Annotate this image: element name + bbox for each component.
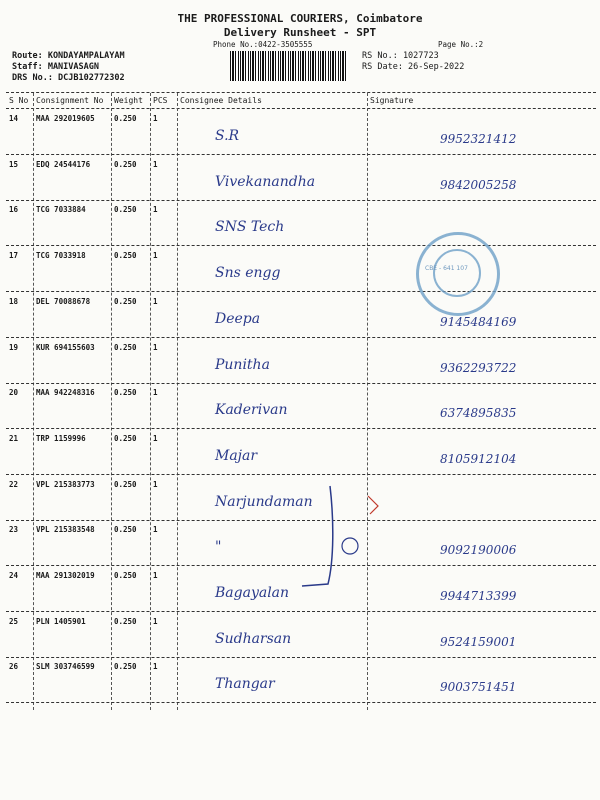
cell-weight: 0.250 — [114, 342, 137, 352]
consignee-handwriting: S.R — [215, 128, 240, 144]
col-pcs: PCS — [153, 96, 168, 105]
cell-consignment: KUR 694155603 — [36, 342, 95, 352]
col-weight: Weight — [114, 96, 143, 105]
phone-number: Phone No.:0422-3505555 — [213, 40, 313, 49]
cell-consignment: SLM 303746599 — [36, 662, 95, 672]
cell-consignment: TCG 7033884 — [36, 205, 86, 215]
cell-consignment: VPL 215383548 — [36, 525, 95, 535]
cell-sno: 24 — [9, 571, 19, 580]
cell-weight: 0.250 — [114, 388, 137, 398]
consignee-handwriting: Kaderivan — [215, 402, 288, 419]
table-row — [0, 247, 600, 292]
cell-pcs: 1 — [153, 296, 158, 306]
cell-weight: 0.250 — [114, 662, 137, 672]
cell-weight: 0.250 — [114, 205, 137, 215]
cell-consignment: MAA 942248316 — [36, 388, 95, 398]
cell-pcs: 1 — [153, 388, 158, 398]
consignee-handwriting: Thangar — [215, 676, 275, 693]
cell-pcs: 1 — [153, 616, 158, 626]
signature-phone: 9524159001 — [440, 634, 517, 649]
college-stamp — [416, 232, 500, 316]
cell-consignment: PLN 1405901 — [36, 616, 86, 626]
page-number: Page No.:2 — [438, 40, 484, 49]
cell-sno: 19 — [9, 342, 19, 352]
cell-pcs: 1 — [153, 159, 158, 169]
cell-consignment: VPL 215383773 — [36, 479, 95, 489]
header-top-rule — [6, 92, 596, 93]
col-signature: Signature — [370, 96, 414, 105]
cell-weight: 0.250 — [114, 159, 137, 169]
barcode — [230, 51, 348, 81]
signature-phone: 9003751451 — [440, 680, 517, 695]
header-bottom-rule — [6, 108, 596, 109]
cell-pcs: 1 — [153, 342, 158, 352]
signature-phone: 9952321412 — [440, 132, 517, 146]
cell-consignment: EDQ 24544176 — [36, 159, 91, 169]
cell-pcs: 1 — [153, 479, 158, 489]
cell-sno: 18 — [9, 296, 19, 306]
cell-sno: 16 — [9, 205, 19, 215]
company-name: THE PROFESSIONAL COURIERS, Coimbatore — [177, 12, 423, 25]
stamp-inner-ring — [433, 249, 481, 297]
cell-sno: 14 — [9, 114, 19, 123]
cell-weight: 0.250 — [114, 571, 137, 580]
cell-pcs: 1 — [153, 205, 158, 215]
cell-consignment: TRP 1159996 — [36, 433, 86, 443]
cell-weight: 0.250 — [114, 616, 137, 626]
rs-number: RS No.: 1027723 — [362, 51, 439, 61]
consignee-handwriting: Sudharsan — [215, 630, 292, 647]
staff-label: Staff: MANIVASAGN — [12, 62, 99, 72]
stamp-text: CBE - 641 107 — [425, 265, 468, 272]
col-consignment: Consignment No — [36, 96, 104, 105]
cell-weight: 0.250 — [114, 525, 137, 535]
table-row — [0, 339, 600, 384]
consignee-handwriting: Vivekanandha — [215, 173, 316, 190]
cell-weight: 0.250 — [114, 433, 137, 443]
signature-phone: 9944713399 — [440, 589, 517, 603]
table-row — [0, 293, 600, 338]
route-label: Route: KONDAYAMPALAYAM — [12, 51, 125, 61]
cell-weight: 0.250 — [114, 251, 137, 261]
cell-pcs: 1 — [153, 571, 158, 580]
table-row — [0, 201, 600, 246]
signature-phone: 8105912104 — [440, 451, 517, 466]
cell-pcs: 1 — [153, 251, 158, 261]
consignee-handwriting: Bagayalan — [215, 585, 290, 601]
col-sno: S No — [9, 96, 29, 105]
consignee-handwriting: " — [215, 539, 222, 556]
cell-sno: 26 — [9, 662, 19, 672]
cell-consignment: TCG 7033918 — [36, 251, 86, 261]
table-row — [0, 156, 600, 201]
consignee-handwriting: Narjundaman — [215, 493, 313, 510]
consignee-handwriting: Sns engg — [215, 265, 281, 282]
cell-sno: 21 — [9, 433, 19, 443]
col-consignee: Consignee Details — [180, 96, 262, 105]
drs-label: DRS No.: DCJB102772302 — [12, 73, 125, 83]
consignee-handwriting: Deepa — [215, 310, 261, 327]
rs-date: RS Date: 26-Sep-2022 — [362, 62, 465, 72]
table-row — [0, 430, 600, 475]
table-row — [0, 658, 600, 703]
cell-weight: 0.250 — [114, 296, 137, 306]
cell-weight: 0.250 — [114, 479, 137, 489]
row-divider — [6, 702, 596, 703]
cell-sno: 22 — [9, 479, 19, 489]
cell-consignment: MAA 291302019 — [36, 571, 95, 580]
consignee-handwriting: SNS Tech — [215, 219, 285, 236]
cell-sno: 25 — [9, 616, 19, 626]
consignee-handwriting: Majar — [215, 447, 258, 464]
cell-consignment: DEL 70088678 — [36, 296, 91, 306]
cell-consignment: MAA 292019605 — [36, 114, 95, 123]
table-row — [0, 110, 600, 155]
cell-pcs: 1 — [153, 114, 158, 123]
cell-pcs: 1 — [153, 433, 158, 443]
signature-phone: 6374895835 — [440, 406, 517, 421]
signature-phone: 9842005258 — [440, 177, 517, 192]
cell-sno: 20 — [9, 388, 19, 398]
cell-sno: 15 — [9, 159, 19, 169]
bracket-mark — [300, 480, 380, 590]
cell-weight: 0.250 — [114, 114, 137, 123]
cell-sno: 23 — [9, 525, 19, 535]
company-title — [0, 12, 600, 40]
consignee-handwriting: Punitha — [215, 356, 270, 373]
cell-sno: 17 — [9, 251, 19, 261]
signature-phone: 9362293722 — [440, 360, 517, 375]
runsheet-title: Delivery Runsheet - SPT — [223, 26, 377, 39]
table-row — [0, 613, 600, 658]
cell-pcs: 1 — [153, 662, 158, 672]
cell-pcs: 1 — [153, 525, 158, 535]
signature-phone: 9145484169 — [440, 314, 517, 329]
signature-phone: 9092190006 — [440, 543, 517, 558]
table-row — [0, 384, 600, 429]
